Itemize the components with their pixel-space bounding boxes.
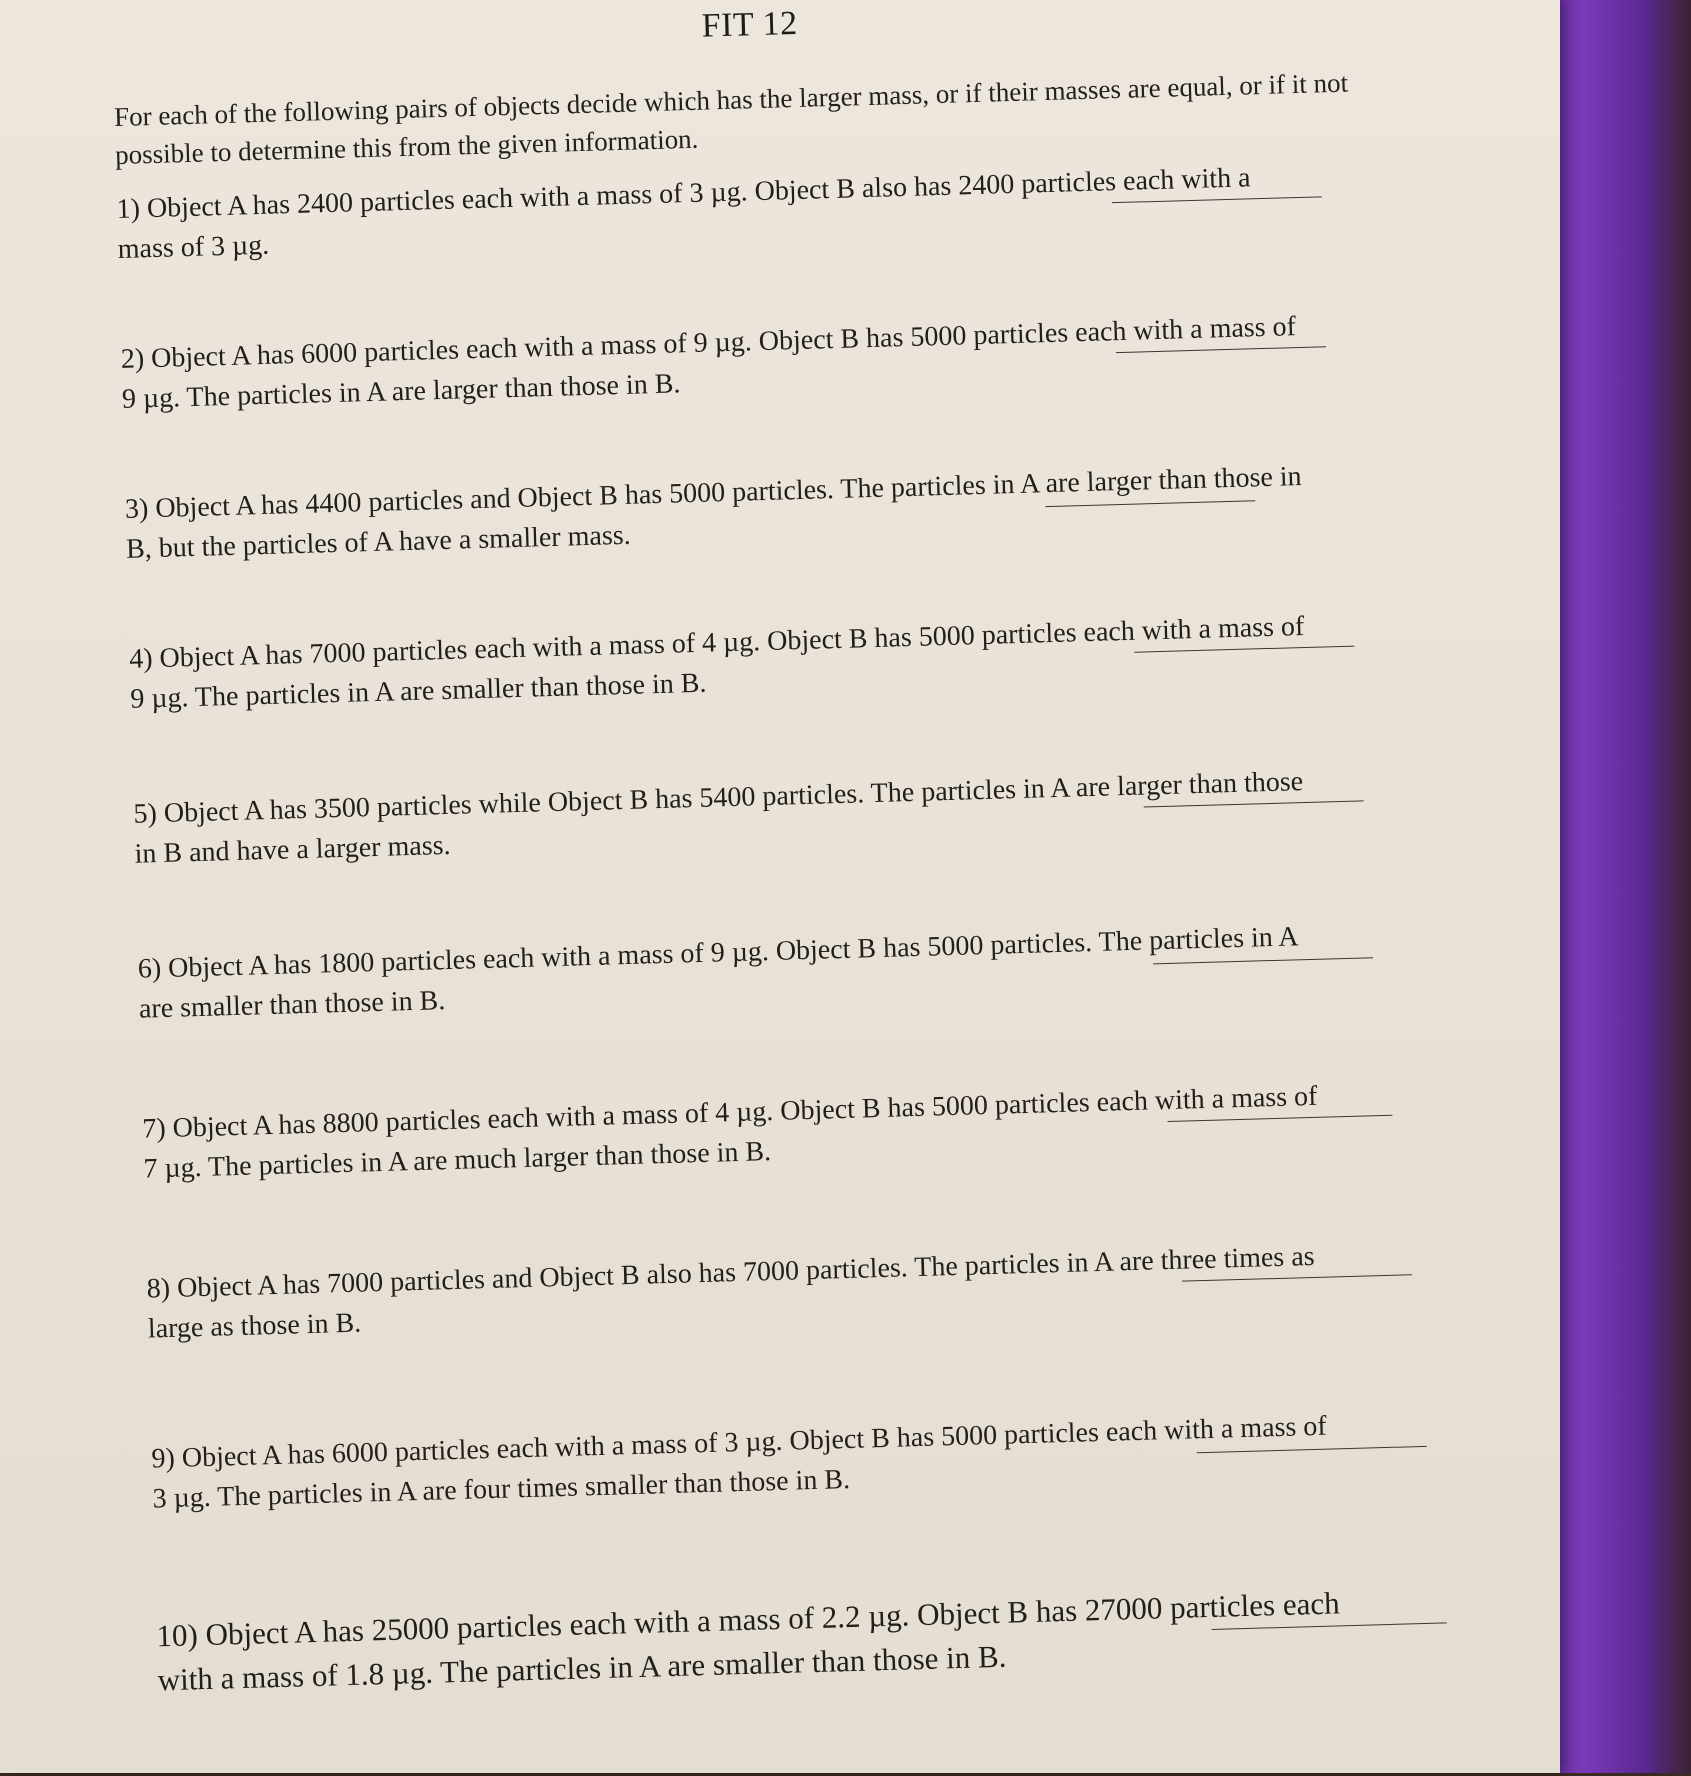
question-text-line: 9) Object A has 6000 particles each with a mass of 3 µg. Object B has 5000 particles each with a mass of [151,1410,1328,1475]
question-text-line: 4) Object A has 7000 particles each with a mass of 4 µg. Object B has 5000 particles each with a mass of [128,610,1305,675]
question-text-line: B, but the particles of A have a smaller mass. [125,519,632,565]
question-10 [156,1577,1498,1702]
question-text-line: 9 µg. The particles in A are smaller than those in B. [129,667,707,715]
question-1 [116,153,1458,270]
question-text-line: in B and have a larger mass. [134,829,451,870]
question-3 [124,452,1466,569]
question-8 [146,1232,1488,1349]
question-text-line: 2) Object A has 6000 particles each with a mass of 9 µg. Object B has 5000 particles each with a mass of [120,311,1297,375]
question-4 [129,602,1471,719]
question-text-line: 9 µg. The particles in A are larger than those in B. [121,368,681,415]
question-text-line: 1) Object A has 2400 particles each with a mass of 3 µg. Object B also has 2400 particles each with a [116,162,1251,225]
question-text-line: mass of 3 µg. [117,229,270,265]
question-text-line: 5) Object A has 3500 particles while Object B has 5400 particles. The particles in A are larger than those [133,766,1304,830]
worksheet-title: FIT 12 [701,4,799,45]
question-text-line: are smaller than those in B. [138,985,446,1025]
question-text-line: with a mass of 1.8 µg. The particles in A are smaller than those in B. [157,1638,1007,1698]
question-text-line: 3) Object A has 4400 particles and Object B has 5000 particles. The particles in A are larger than those in [124,461,1302,525]
question-5 [133,757,1475,874]
question-9 [151,1402,1493,1519]
question-text-line: 3 µg. The particles in A are four times smaller than those in B. [152,1464,851,1515]
question-text-line: 8) Object A has 7000 particles and Object B also has 7000 particles. The particles in A are three times as [146,1240,1315,1305]
question-7 [142,1072,1484,1189]
instructions: For each of the following pairs of objects decide which has the larger mass, or if their masses are equal, or if it not possible to determine this from the given information. [113,67,1349,170]
question-text-line: large as those in B. [147,1307,362,1345]
question-6 [137,912,1479,1029]
question-text-line: 10) Object A has 25000 particles each with a mass of 2.2 µg. Object B has 27000 particles each [156,1585,1341,1654]
question-2 [120,303,1462,420]
question-text-line: 6) Object A has 1800 particles each with a mass of 9 µg. Object B has 5000 particles. The particles in A [137,921,1299,985]
question-text-line: 7) Object A has 8800 particles each with a mass of 4 µg. Object B has 5000 particles each with a mass of [141,1080,1318,1145]
question-text-line: 7 µg. The particles in A are much larger than those in B. [143,1136,772,1185]
